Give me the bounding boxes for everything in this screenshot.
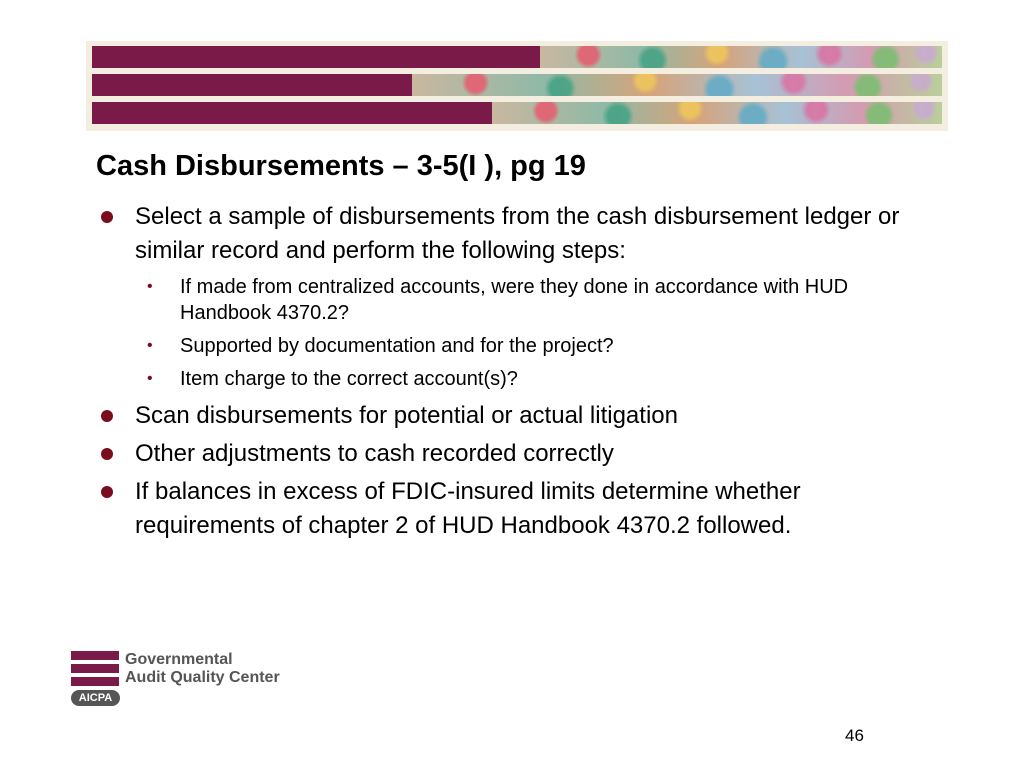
bullet-text: Other adjustments to cash recorded correctly [135,440,614,467]
bullet-item [98,200,938,392]
sub-bullet-item [135,333,938,359]
sub-bullet-text: Item charge to the correct account(s)? [180,368,518,390]
logo-line-2: Audit Quality Center [125,669,280,686]
bullet-dot-icon [101,410,113,422]
logo-stripe [71,651,119,660]
logo-wordmark [125,651,280,687]
slide-title: Cash Disbursements – 3-5(I ), pg 19 [96,150,586,182]
sub-bullet-text: If made from centralized accounts, were they done in accordance with HUD Handbook 4370.2? [180,276,849,324]
banner-stripe-1 [92,46,942,68]
bullet-item [98,475,938,543]
slide-body [98,200,938,547]
bullet-item [98,399,938,433]
bullet-item [98,437,938,471]
bullet-dot-icon [101,211,113,223]
bullet-dot-icon [101,448,113,460]
gaqc-logo [71,651,280,711]
bullet-text: If balances in excess of FDIC-insured limits determine whether requirements of chapter 2 of HUD Handbook 4370.2 followed. [135,478,801,539]
sub-bullet-icon: • [147,337,153,354]
bullet-text: Scan disbursements for potential or actual litigation [135,402,678,429]
header-banner [86,41,948,131]
sub-bullet-icon: • [147,278,153,295]
page-number: 46 [845,726,864,745]
banner-stripe-2 [92,74,942,96]
bullet-dot-icon [101,486,113,498]
sub-bullet-item [135,366,938,392]
sub-bullet-text: Supported by documentation and for the project? [180,335,614,357]
aicpa-badge: AICPA [71,690,120,706]
logo-line-1: Governmental [125,651,233,668]
sub-bullet-icon: • [147,370,153,387]
sub-bullet-item [135,274,938,326]
logo-stripe [71,664,119,673]
logo-stripe [71,677,119,686]
bullet-text: Select a sample of disbursements from the cash disbursement ledger or similar record and perform the following steps: [135,203,900,264]
sub-bullet-list [135,274,938,392]
banner-stripe-3 [92,102,942,124]
